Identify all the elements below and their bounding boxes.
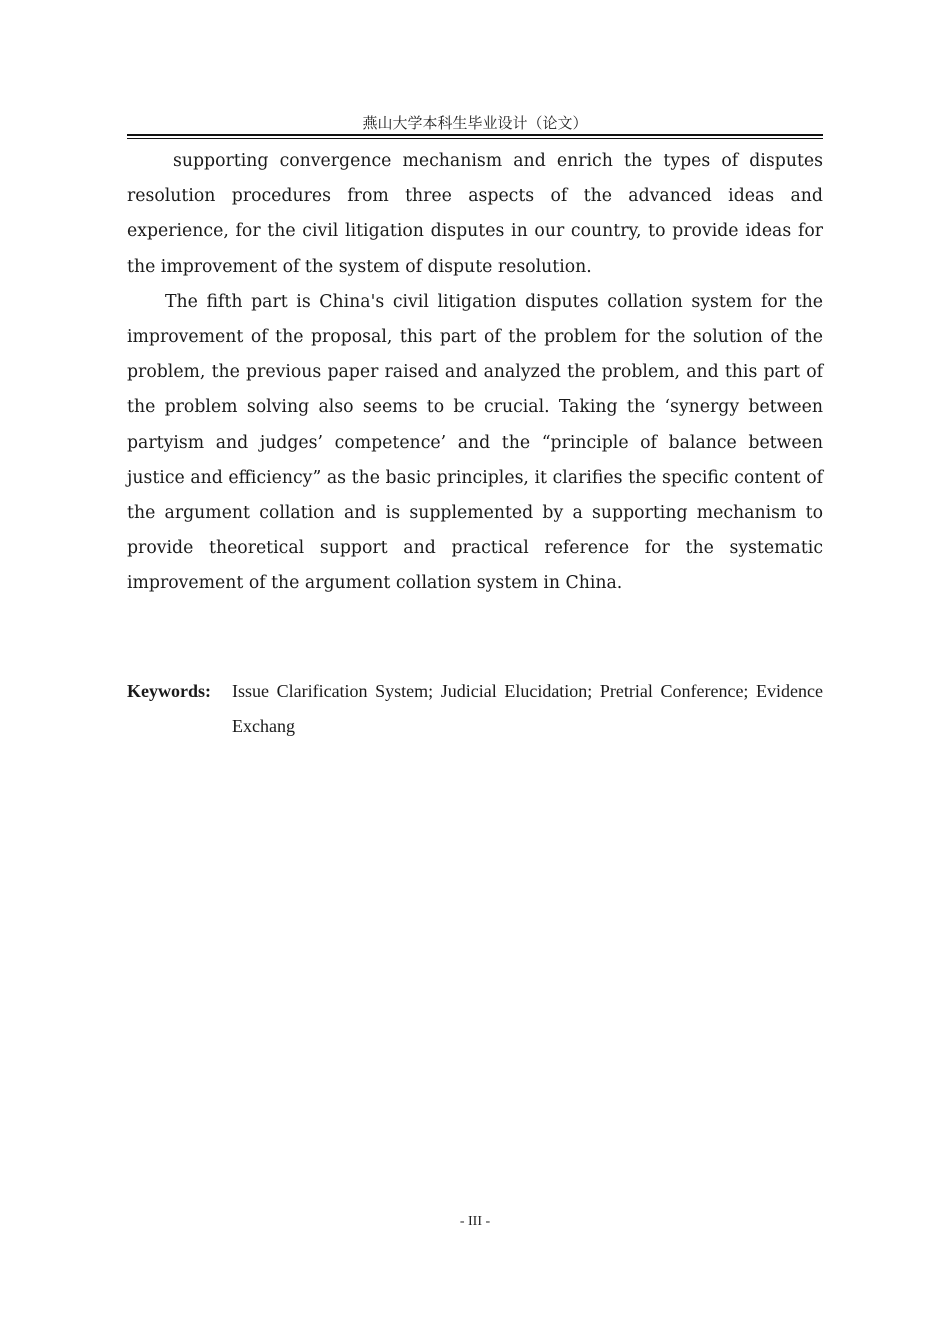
page-header-title: 燕山大学本科生毕业设计（论文） — [362, 116, 588, 132]
keywords-block — [127, 674, 823, 744]
body-paragraph-1: supporting convergence mechanism and enrich the types of disputes resolution procedures from three aspects of the advanced ideas and experience, for the civil litigation disputes in our country, to provide ideas for the improvement of the system of dispute resolution. — [127, 151, 823, 277]
body-paragraph-2: The fifth part is China's civil litigation disputes collation system for the improvement of the proposal, this part of the problem for the solution of the problem, the previous paper raised and analyzed the problem, and this part of the problem solving also seems to be crucial. Taking the ‘synergy between partyism and judges’ competence’ and the “principle of balance between justice and efficiency” as the basic principles, it clarifies the specific content of the argument collation and is supplemented by a supporting mechanism to provide theoretical support and practical reference for the systematic improvement of the argument collation system in China. — [127, 291, 823, 594]
header-double-rule — [127, 134, 823, 139]
keywords-label: Keywords: — [127, 681, 211, 701]
abstract-body — [127, 144, 823, 602]
keywords-text: Issue Clarification System; Judicial Elucidation; Pretrial Conference; Evidence Exchang — [232, 681, 823, 736]
page-number: - III - — [459, 1214, 491, 1229]
